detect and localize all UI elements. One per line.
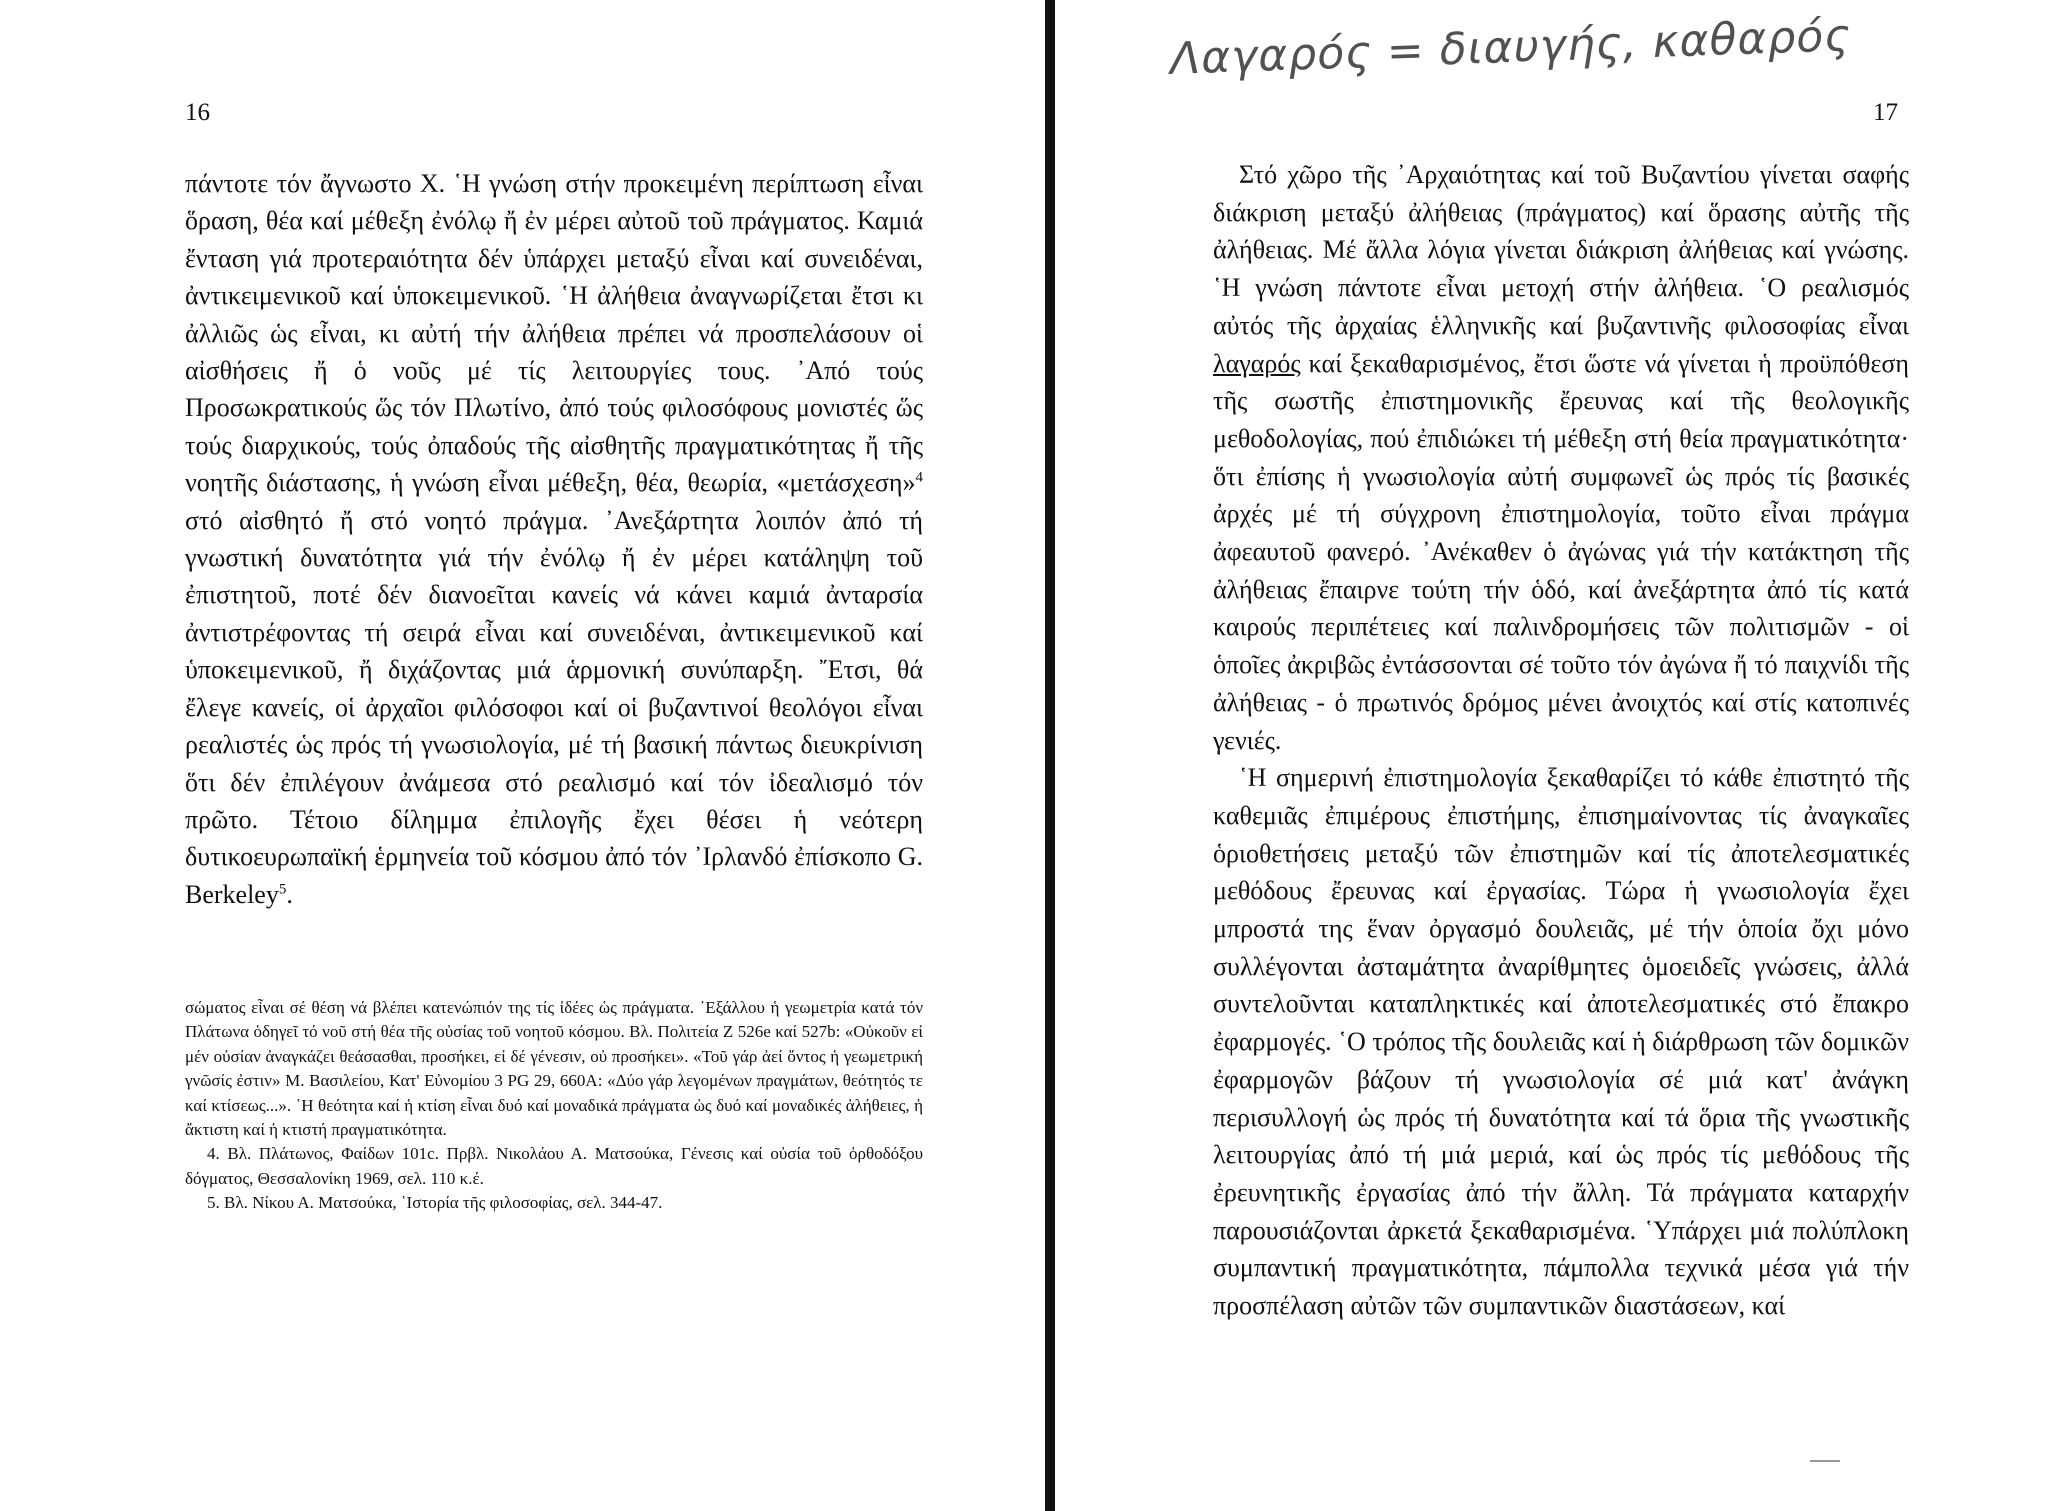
footnote-5: 5. Βλ. Νίκου Α. Ματσούκα, ῾Ιστορία τῆς φιλοσοφίας, σελ. 344-47. [207, 1193, 663, 1213]
scan-mark [1810, 1460, 1840, 1462]
underlined-word: λαγαρός [1213, 348, 1301, 378]
body-part-end: . [286, 879, 293, 909]
footnote-ref-5: 5 [278, 881, 287, 898]
para1-start: Στό χῶρο τῆς ᾿Αρχαιότητας καί τοῦ Βυζαντίου γίνεται σαφής διάκριση μεταξύ ἀλήθειας (πράγματος) καί ὅρασης αὐτῆς τῆς ἀλήθειας. Μέ ἄλλα λόγια γίνεται διάκριση ἀλήθειας καί γνώσης. ῾Η γνώση πάντοτε εἶναι μετοχή στήν ἀλήθεια. ῾Ο ρεαλισμός αὐτός τῆς ἀρχαίας ἑλληνικῆς καί βυζαντινῆς φιλοσοφίας εἶναι [1213, 160, 1909, 340]
right-body-text [1213, 156, 1909, 1325]
right-page-number: 17 [1873, 99, 1898, 126]
right-paragraph-1 [1213, 156, 1909, 759]
handwritten-note: Λαγαρός = διαυγής, καθαρός [1169, 10, 1852, 85]
left-body-text [185, 165, 923, 913]
book-gutter [1045, 0, 1055, 1511]
body-part-1: πάντοτε τόν ἄγνωστο Χ. ῾Η γνώση στήν προκειμένη περίπτωση εἶναι ὅραση, θέα καί μέθεξη ἐνόλῳ ἤ ἐν μέρει αὐτοῦ τοῦ πράγματος. Καμιά ἔνταση γιά προτεραιότητα δέν ὑπάρχει μεταξύ εἶναι καί συνειδέναι, ἀντικειμενικοῦ καί ὑποκειμενικοῦ. ῾Η ἀλήθεια ἀναγνωρίζεται ἔτσι κι ἀλλιῶς ὡς εἶναι, κι αὐτή τήν ἀλήθεια πρέπει νά προσπελάσουν οἱ αἰσθήσεις ἤ ὁ νοῦς μέ τίς λειτουργίες τους. ᾿Από τούς Προσωκρατικούς ὥς τόν Πλωτίνο, ἀπό τούς φιλοσόφους μονιστές ὥς τούς διαρχικούς, τούς ὀπαδούς τῆς αἰσθητῆς πραγματικότητας ἤ τῆς νοητῆς διάστασης, ἡ γνώση εἶναι μέθεξη, θέα, θεωρία, «μετάσχεση» [185, 169, 923, 498]
body-part-2: στό αἰσθητό ἤ στό νοητό πράγμα. ᾿Ανεξάρτητα λοιπόν ἀπό τή γνωστική δυνατότητα γιά τήν ἐνόλῳ ἤ ἐν μέρει κατάληψη τοῦ ἐπιστητοῦ, ποτέ δέν διανοεῖται κανείς νά κάνει καμιά ἀνταρσία ἀντιστρέφοντας τή σειρά εἶναι καί συνειδέναι, ἀντικειμενικοῦ καί ὑποκειμενικοῦ, ἤ διχάζοντας μιά ἁρμονική συνύπαρξη. ῎Ετσι, θά ἔλεγε κανείς, οἱ ἀρχαῖοι φιλόσοφοι καί οἱ βυζαντινοί θεολόγοι εἶναι ρεαλιστές ὡς πρός τή γνωσιολογία, μέ τή βασική πάντως διευκρίνιση ὅτι δέν ἐπιλέγουν ἀνάμεσα στό ρεαλισμό καί τόν ἰδεαλισμό τόν πρῶτο. Τέτοιο δίλημμα ἐπιλογῆς ἔχει θέσει ἡ νεότερη δυτικοευρωπαϊκή ἑρμηνεία τοῦ κόσμου ἀπό τόν ᾿Ιρλανδό ἐπίσκοπο G. Berkeley [185, 505, 923, 909]
right-paragraph-2: ῾Η σημερινή ἐπιστημολογία ξεκαθαρίζει τό κάθε ἐπιστητό τῆς καθεμιᾶς ἐπιμέρους ἐπιστήμης, ἐπισημαίνοντας τίς ἀναγκαῖες ὁριοθετήσεις μεταξύ τῶν ἐπιστημῶν καί τίς ἀποτελεσματικές μεθόδους ἔρευνας καί ἐργασίας. Τώρα ἡ γνωσιολογία ἔχει μπροστά της ἕναν ὀργασμό δουλειᾶς, μέ τήν ὁποία ὄχι μόνο συλλέγονται ἀσταμάτητα ἀναρίθμητες ὁμοειδεῖς γνώσεις, ἀλλά συντελοῦνται καταπληκτικές καί ἀποτελεσματικές στό ἔπακρο ἐφαρμογές. ῾Ο τρόπος τῆς δουλειᾶς καί ἡ διάρθρωση τῶν δομικῶν ἐφαρμογῶν βάζουν τή γνωσιολογία σέ μιά κατ' ἀνάγκη περισυλλογή ὡς πρός τή δυνατότητα καί τά ὅρια τῆς γνωστικῆς λειτουργίας ἀπό τή μιά μεριά, καί ὡς πρός τίς μεθόδους τῆς ἐρευνητικῆς ἐργασίας ἀπό τήν ἄλλη. Τά πράγματα καταρχήν παρουσιάζονται ἀρκετά ξεκαθαρισμένα. ῾Υπάρχει μιά πολύπλοκη συμπαντική πραγματικότητα, πάμπολλα τεχνικά μέσα γιά τήν προσπέλαση αὐτῶν τῶν συμπαντικῶν διαστάσεων, καί [1213, 763, 1909, 1321]
para1-end: καί ξεκαθαρισμένος, ἔτσι ὥστε νά γίνεται ἡ προϋπόθεση τῆς σωστῆς ἐπιστημονικῆς ἔρευνας καί τῆς θεολογικῆς μεθοδολογίας, πού ἐπιδιώκει τή μέθεξη στή θεία πραγματικότητα· ὅτι ἐπίσης ἡ γνωσιολογία αὐτή συμφωνεῖ ὡς πρός τίς βασικές ἀρχές μέ τή σύγχρονη ἐπιστημολογία, τοῦτο εἶναι πράγμα ἀφεαυτοῦ φανερό. ᾿Ανέκαθεν ὁ ἀγώνας γιά τήν κατάκτηση τῆς ἀλήθειας ἔπαιρνε τούτη τήν ὁδό, καί ἀνεξάρτητα ἀπό τίς κατά καιρούς περιπέτειες καί παλινδρομήσεις τῶν πολιτισμῶν - οἱ ὁποῖες ἀκριβῶς ἐντάσσονται σέ τοῦτο τόν ἀγώνα ἤ τό παιχνίδι τῆς ἀλήθειας - ὁ πρωτινός δρόμος μένει ἀνοιχτός καί στίς κατοπινές γενιές. [1213, 348, 1909, 755]
footnote-4: 4. Βλ. Πλάτωνος, Φαίδων 101c. Πρβλ. Νικολάου Α. Ματσούκα, Γένεσις καί οὐσία τοῦ ὀρθοδόξου δόγματος, Θεσσαλονίκη 1969, σελ. 110 κ.έ. [185, 1144, 923, 1188]
footnotes [185, 996, 923, 1216]
footnote-ref-4: 4 [915, 469, 923, 486]
footnote-continued: σώματος εἶναι σέ θέση νά βλέπει κατενώπιόν της τίς ἰδέες ὡς πράγματα. ᾿Εξάλλου ἡ γεωμετρία κατά τόν Πλάτωνα ὁδηγεῖ τό νοῦ στή θέα τῆς οὐσίας τοῦ νοητοῦ κόσμου. Βλ. Πολιτεία Ζ 526e καί 527b: «Οὐκοῦν εἰ μέν οὐσίαν ἀναγκάζει θεάσασθαι, προσήκει, εἰ δέ γένεσιν, οὐ προσήκει». «Τοῦ γάρ ἀεί ὄντος ἡ γεωμετρική γνῶσίς ἐστιν» Μ. Βασιλείου, Κατ' Εὐνομίου 3 PG 29, 660A: «Δύο γάρ λεγομένων πραγμάτων, θεότητός τε καί κτίσεως...». ῾Η θεότητα καί ἡ κτίση εἶναι δυό καί μοναδικά πράγματα ὡς δυό καί μοναδικές ἀλήθειες, ἡ ἄκτιστη καί ἡ κτιστή πραγματικότητα. [185, 998, 923, 1140]
page-number: 16 [185, 99, 210, 126]
